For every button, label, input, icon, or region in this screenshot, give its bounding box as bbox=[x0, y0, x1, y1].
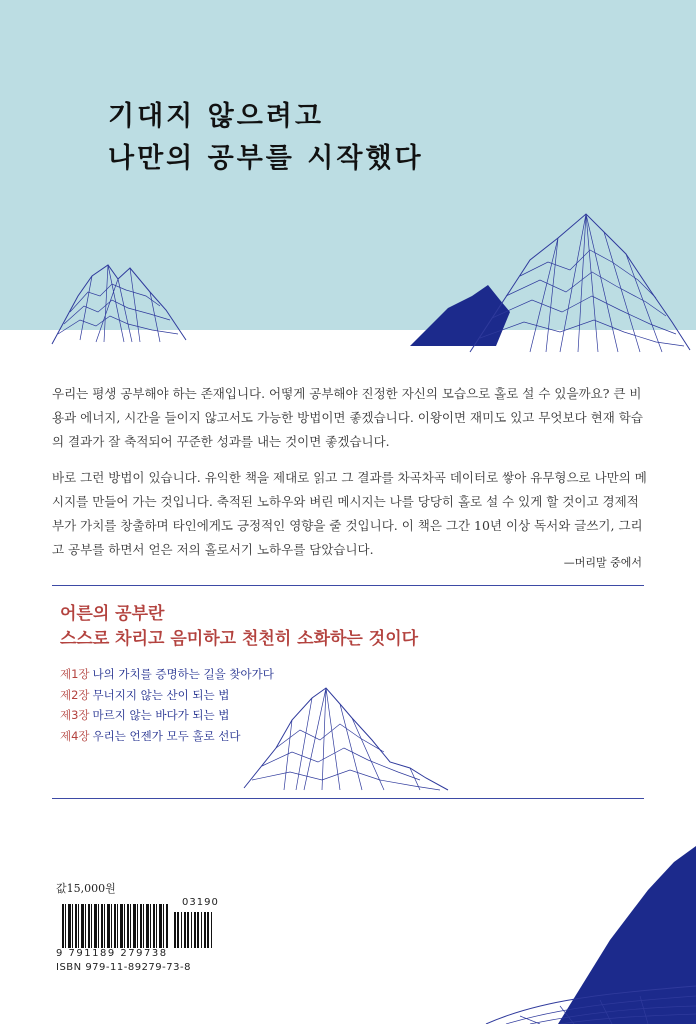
mountain-middle bbox=[244, 688, 448, 790]
chapter-number: 제4장 bbox=[60, 728, 90, 743]
subheading bbox=[60, 602, 418, 652]
intro-text bbox=[52, 382, 648, 574]
attribution: —머리말 중에서 bbox=[563, 556, 642, 569]
chapter-number: 제1장 bbox=[60, 667, 90, 681]
divider-top bbox=[52, 585, 644, 586]
chapter-title: 나의 가치를 증명하는 길을 찾아가다 bbox=[92, 667, 274, 681]
intro-paragraph-2: 바로 그런 방법이 있습니다. 유익한 책을 제대로 읽고 그 결과를 차곡차곡 데이터로 쌓아 유무형으로 나만의 메시지를 만들어 가는 것입니다. 축적된 노하우와 벼린 메시지는 나를 당당히 홀로 설 수 있게 할 것이고 경제적 부가 가치를 창출하며 타인에게도 긍정적인 영향을 줄 것입니다. 이 책은 그간 10년 이상 독서와 글쓰기, 그리고 공부를 하면서 얻은 저의 홀로서기 노하우를 담았습니다. bbox=[52, 470, 647, 557]
headline-line-1: 기대지 않으려고 bbox=[108, 101, 324, 132]
barcode-addon-bars bbox=[174, 912, 214, 948]
barcode-bars bbox=[62, 904, 168, 948]
chapter-title: 무너지지 않는 산이 되는 법 bbox=[92, 687, 230, 702]
mountain-bottom-right bbox=[486, 846, 696, 1024]
subheading-line-1: 어른의 공부란 bbox=[60, 604, 165, 624]
intro-paragraph-1: 우리는 평생 공부해야 하는 존재입니다. 어떻게 공부해야 진정한 자신의 모습으로 홀로 설 수 있을까요? 큰 비용과 에너지, 시간을 들이지 않고서도 가능한 방법이면 좋겠습니다. 이왕이면 재미도 있고 무엇보다 현재 학습의 결과가 잘 축적되어 꾸준한 성과를 내는 것이면 좋겠습니다. bbox=[52, 386, 643, 449]
price: 값15,000원 bbox=[56, 882, 116, 895]
headline-line-2: 나만의 공부를 시작했다 bbox=[108, 143, 424, 174]
small-mountain-left bbox=[52, 265, 186, 344]
barcode-addon-code: 03190 bbox=[182, 897, 219, 908]
divider-bottom bbox=[52, 798, 644, 799]
chapter-title: 마르지 않는 바다가 되는 법 bbox=[92, 708, 230, 722]
chapter-item bbox=[60, 726, 274, 747]
chapter-title: 우리는 언젠가 모두 홀로 선다 bbox=[92, 728, 241, 743]
chapter-item bbox=[60, 664, 274, 685]
chapter-item bbox=[60, 685, 274, 706]
chapter-number: 제2장 bbox=[60, 687, 90, 702]
chapter-item bbox=[60, 705, 274, 726]
chapter-list bbox=[60, 664, 274, 746]
big-mountain-right bbox=[410, 214, 690, 352]
isbn-number: ISBN 979-11-89279-73-8 bbox=[56, 962, 191, 973]
subheading-line-2: 스스로 차리고 음미하고 천천히 소화하는 것이다 bbox=[60, 629, 419, 649]
chapter-number: 제3장 bbox=[60, 708, 90, 722]
barcode-number: 9 791189 279738 bbox=[56, 948, 168, 959]
